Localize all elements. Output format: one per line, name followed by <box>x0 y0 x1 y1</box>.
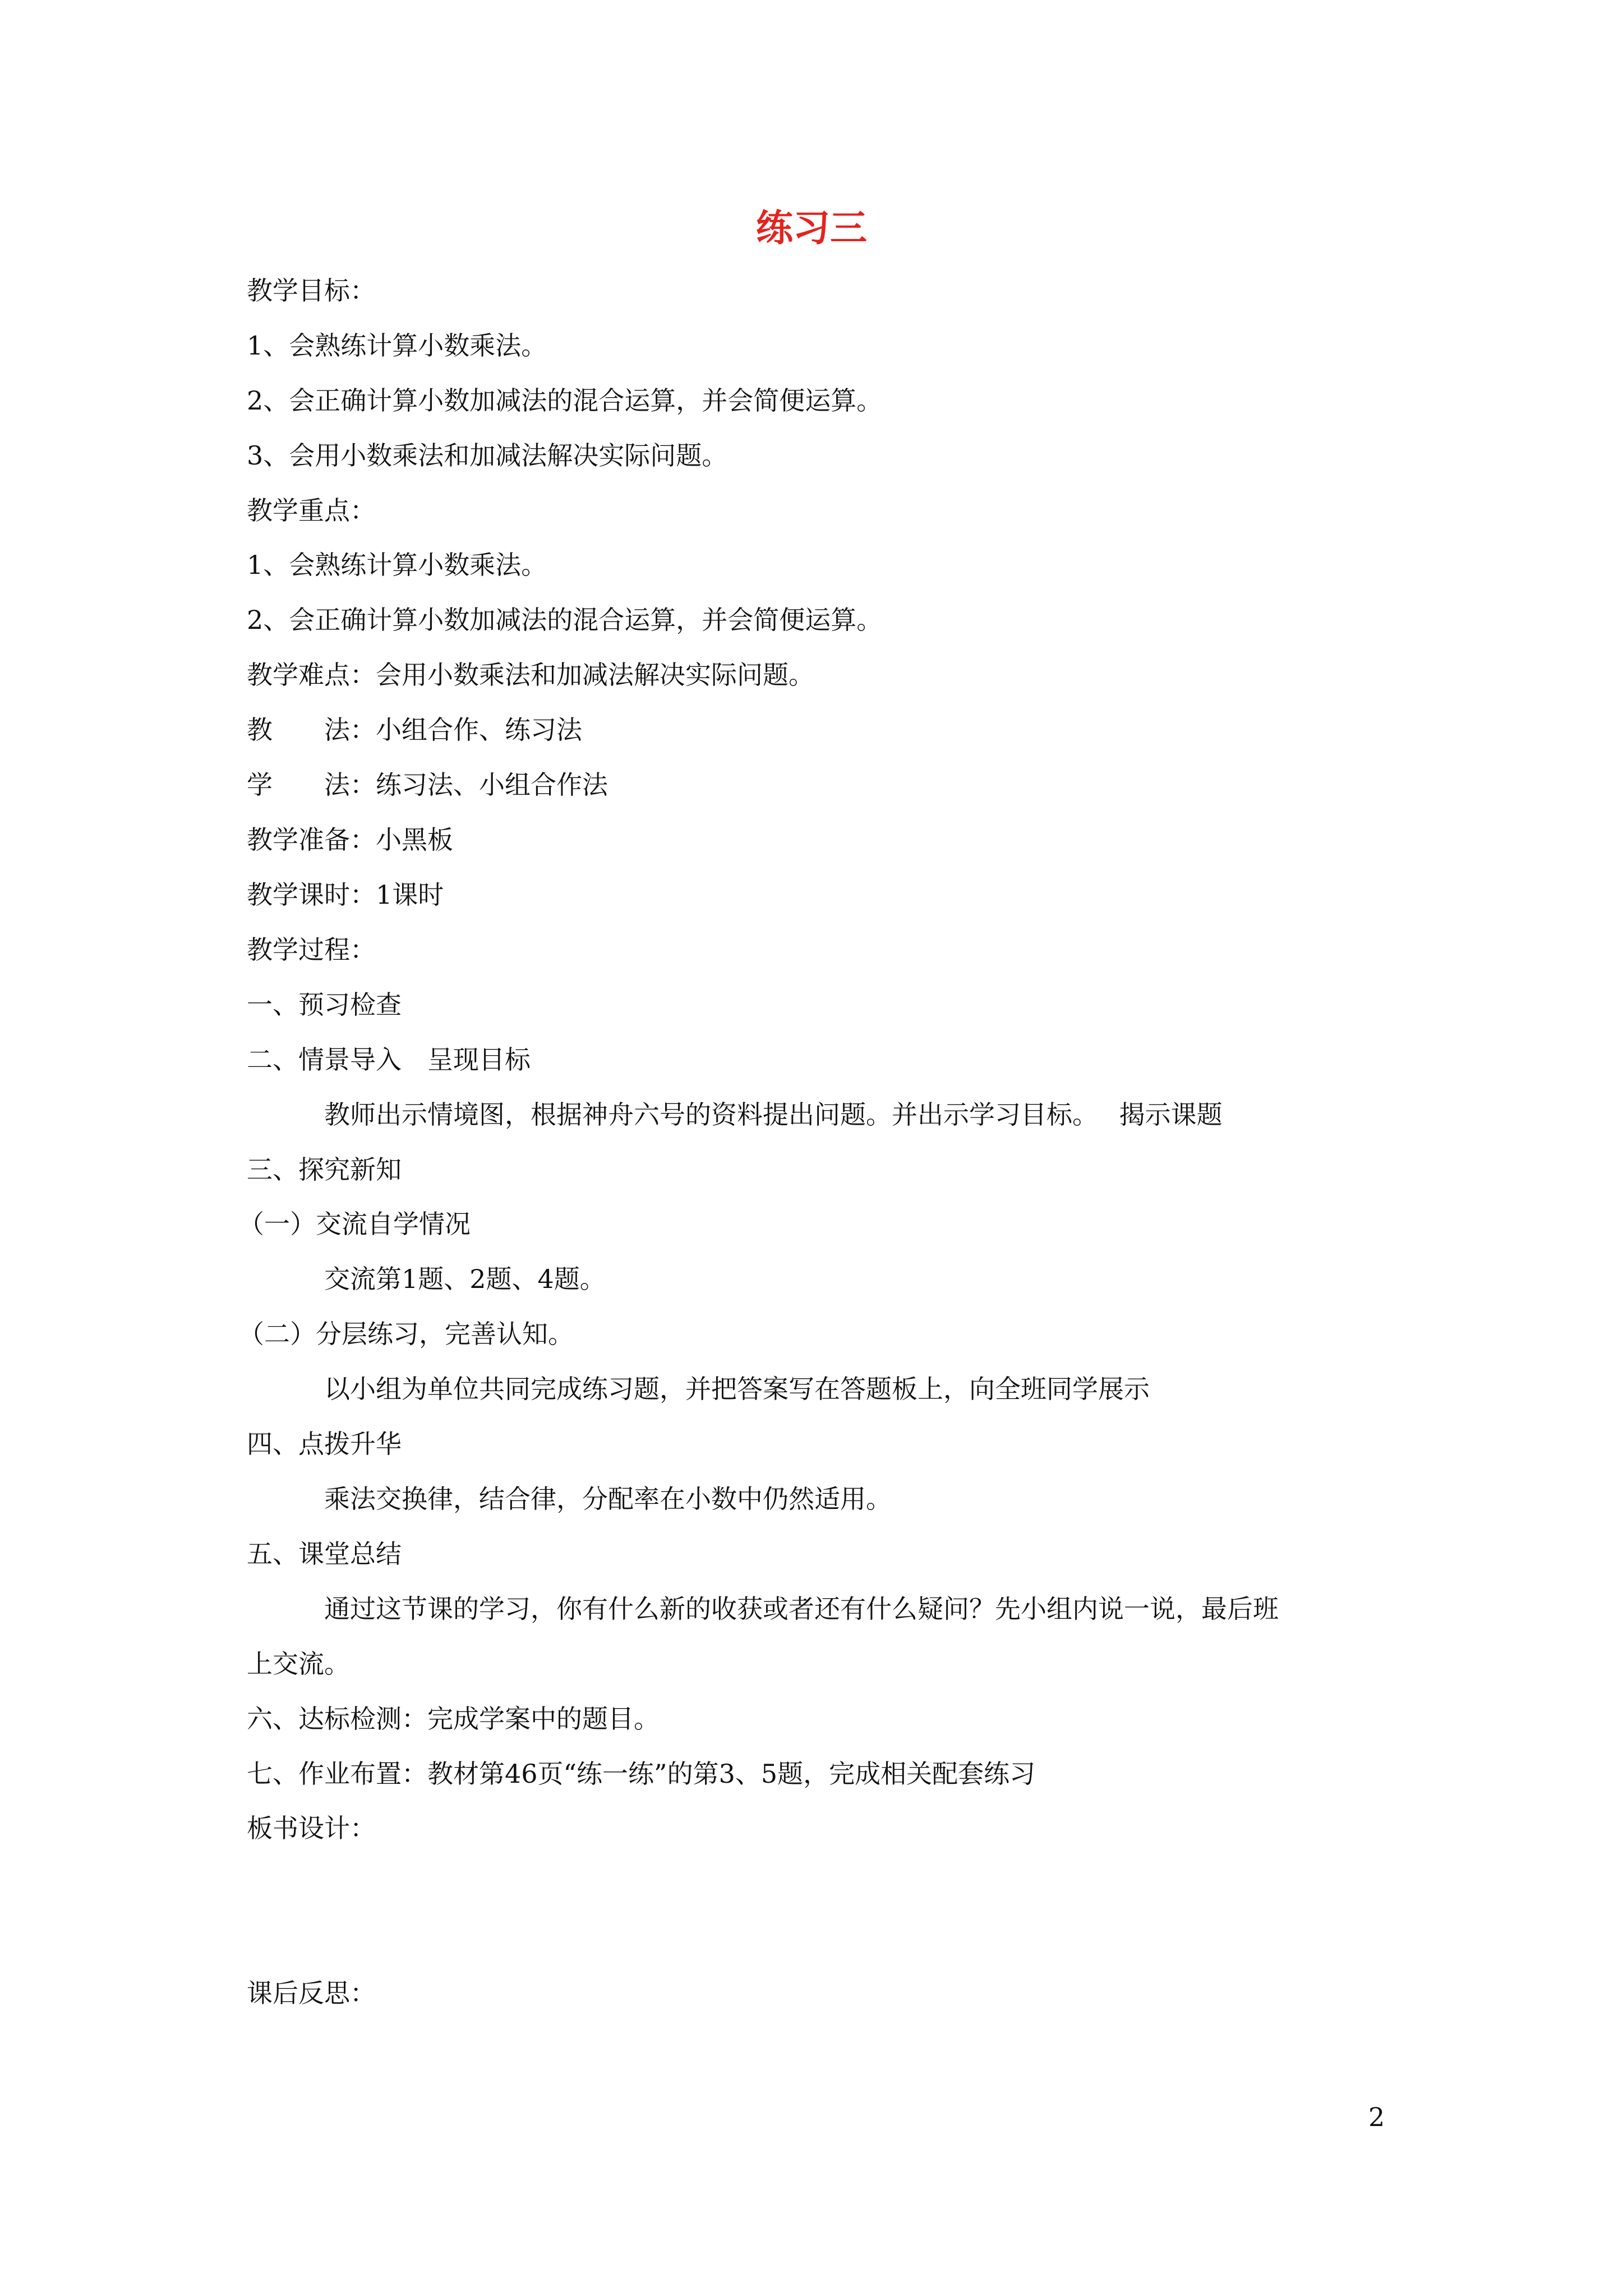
paragraph-text: 乘法交换律，结合律，分配率在小数中仍然适用。 <box>324 1484 892 1514</box>
paragraph-text: 通过这节课的学习，你有什么新的收获或者还有什么疑问？先小组内说一说，最后班 <box>324 1594 1279 1624</box>
objective-item: 2、会正确计算小数加减法的混合运算，并会简便运算。 <box>247 385 883 416</box>
page-title: 练习三 <box>756 206 867 250</box>
learning-method-line: 学 法：练习法、小组合作法 <box>247 770 608 800</box>
paragraph-text: 以小组为单位共同完成练习题，并把答案写在答题板上，向全班同学展示 <box>324 1374 1150 1404</box>
heading-board-design: 板书设计： <box>247 1813 376 1843</box>
section-heading: 一、预习检查 <box>247 990 402 1020</box>
class-hours-line: 教学课时：1课时 <box>247 880 444 910</box>
section-heading: 六、达标检测：完成学案中的题目。 <box>247 1704 660 1734</box>
section-heading: 二、情景导入 呈现目标 <box>247 1045 531 1075</box>
section-heading: 四、点拨升华 <box>247 1429 402 1459</box>
paragraph-text: 教师出示情境图，根据神舟六号的资料提出问题。并出示学习目标。 揭示课题 <box>324 1099 1223 1130</box>
heading-key-points: 教学重点： <box>247 495 376 526</box>
teaching-method-line: 教 法：小组合作、练习法 <box>247 715 582 745</box>
paragraph-text-continued: 上交流。 <box>247 1649 350 1679</box>
heading-process: 教学过程： <box>247 935 376 965</box>
heading-objectives: 教学目标： <box>247 275 376 306</box>
paragraph-text: 交流第1题、2题、4题。 <box>324 1264 606 1294</box>
preparation-line: 教学准备：小黑板 <box>247 825 453 855</box>
section-heading: 五、课堂总结 <box>247 1539 402 1569</box>
heading-reflection: 课后反思： <box>247 1978 376 2008</box>
objective-item: 3、会用小数乘法和加减法解决实际问题。 <box>247 440 728 471</box>
page-number: 2 <box>1368 2102 1385 2132</box>
subsection-heading: （一）交流自学情况 <box>238 1209 471 1239</box>
key-point-item: 2、会正确计算小数加减法的混合运算，并会简便运算。 <box>247 605 883 635</box>
difficulty-line: 教学难点：会用小数乘法和加减法解决实际问题。 <box>247 660 814 690</box>
section-heading: 七、作业布置：教材第46页“练一练”的第3、5题，完成相关配套练习 <box>247 1759 1036 1789</box>
key-point-item: 1、会熟练计算小数乘法。 <box>247 550 547 580</box>
subsection-heading: （二）分层练习，完善认知。 <box>238 1319 574 1349</box>
section-heading: 三、探究新知 <box>247 1154 402 1185</box>
objective-item: 1、会熟练计算小数乘法。 <box>247 330 547 361</box>
